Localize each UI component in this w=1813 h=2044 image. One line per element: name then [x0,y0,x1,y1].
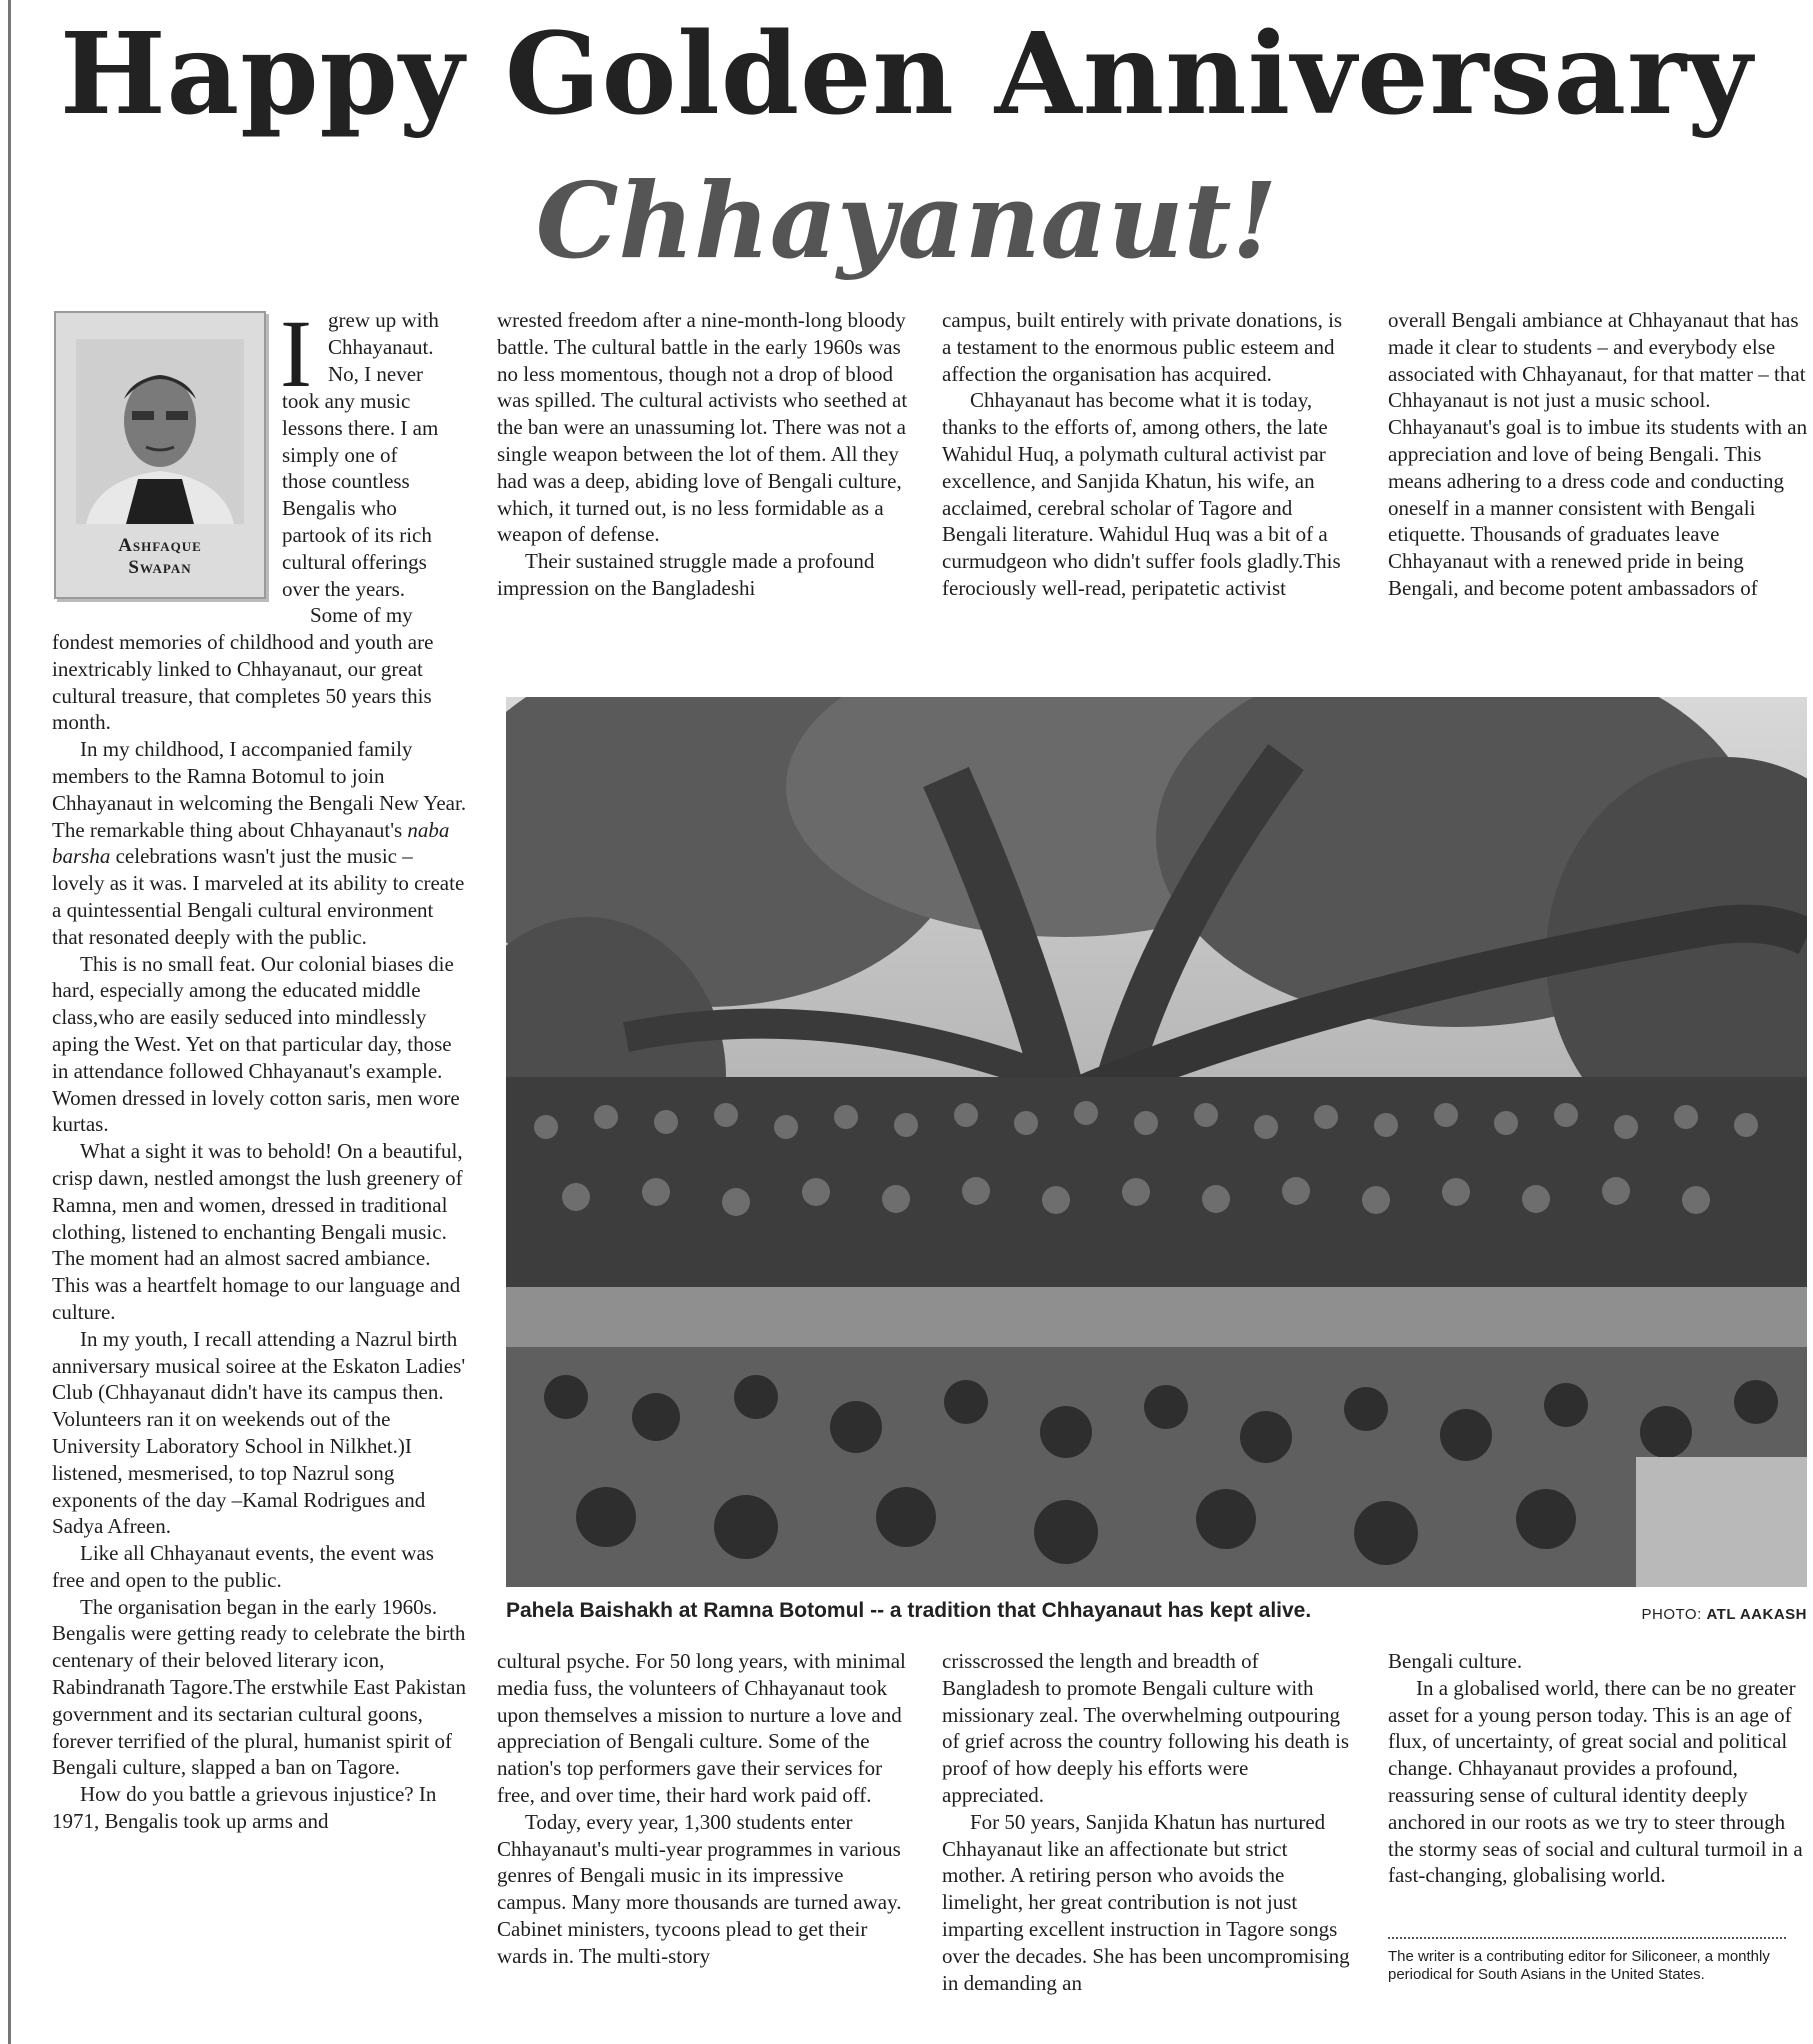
article-paragraph: Bengali culture. [1388,1649,1523,1673]
article-paragraph: Today, every year, 1,300 students enter Chhayanaut's multi-year programmes in various genres of Bengali music in its impressive campus. Many more thousands are turned away. Cabinet ministers, tycoons plead to get their wards in. The multi-story [497,1809,902,1968]
author-name: Ashfaque Swapan [118,535,202,578]
column-3-bottom [942,1648,1354,1996]
column-rule [8,0,11,2044]
author-portrait-icon [76,339,244,524]
column-4-top [1388,307,1808,602]
author-photo [76,339,244,524]
article-paragraph: In my childhood, I accompanied family members to the Ramna Botomul to join Chhayanaut in welcoming the Bengali New Year. The remarkable thing about Chhayanaut's naba barsha celebrations wasn't just the music – lovely as it was. I marveled at its ability to create a quintessential Bengali cultural environment that resonated deeply with the public. [52,737,467,949]
headline: Happy Golden Anniversary [59,9,1754,140]
column-2-bottom [497,1648,917,1970]
author-box [54,311,266,599]
article-paragraph: Chhayanaut has become what it is today, thanks to the efforts of, among others, the late Wahidul Huq, a polymath cultural activist par excellence, and Sanjida Khatun, his wife, an acclaimed, cerebral scholar of Tagore and Bengali literature. Wahidul Huq was a bit of a curmudgeon who didn't suffer fools gladly.This ferociously well-read, peripatetic activist [942,388,1341,600]
column-3-top [942,307,1354,602]
photo-caption: Pahela Baishakh at Ramna Botomul -- a tradition that Chhayanaut has kept alive. [506,1599,1312,1622]
article-paragraph: cultural psyche. For 50 long years, with minimal media fuss, the volunteers of Chhayanaut took upon themselves a mission to nurture a love and appreciation of Bengali culture. Some of the nation's top performers gave their services for free, and over time, their hard work paid off. [497,1649,906,1807]
article-paragraph: In a globalised world, there can be no greater asset for a young person today. This is an age of flux, of uncertainty, of great social and political change. Chhayanaut provides a profound, reassuring sense of cultural identity deeply anchored in our roots as we try to steer through the stormy seas of social and cultural turmoil in a fast-changing, globalising world. [1388,1675,1803,1888]
article-photo [506,697,1807,1587]
article-paragraph: For 50 years, Sanjida Khatun has nurtured Chhayanaut like an affectionate but strict mother. A retiring person who avoids the limelight, her great contribution is not just imparting excellent instruction in Tagore songs over the decades. She has been uncompromising in demanding an [942,1809,1350,1995]
article-paragraph: overall Bengali ambiance at Chhayanaut that has made it clear to students – and everybody else associated with Chhayanaut, for that matter – that Chhayanaut is not just a music school. Chhayanaut's goal is to imbue its students with an appreciation and love of being Bengali. This means adhering to a dress code and conducting oneself in a manner consistent with Bengali etiquette. Thousands of graduates leave Chhayanaut with a renewed pride in being Bengali, and become potent ambassadors of [1388,308,1808,600]
headline-subtitle: Chhayanaut! [535,159,1278,282]
article-paragraph: In my youth, I recall attending a Nazrul birth anniversary musical soiree at the Eskaton Ladies' Club (Chhayanaut didn't have its campus then. Volunteers ran it on weekends out of the University Laboratory School in Nilkhet.)I listened, mesmerised, to top Nazrul song exponents of the day –Kamal Rodrigues and Sadya Afreen. [52,1326,466,1539]
article-paragraph: How do you battle a grievous injustice? In 1971, Bengalis took up arms and [52,1782,437,1834]
column-4-bottom [1388,1648,1808,1889]
article-paragraph: The organisation began in the early 1960s. Bengalis were getting ready to celebrate the birth centenary of their beloved literary icon, Rabindranath Tagore.The erstwhile East Pakistan government and its sectarian cultural goons, forever terrified of the plural, humanist spirit of Bengali culture, slapped a ban on Tagore. [52,1594,466,1780]
article-paragraph: This is no small feat. Our colonial biases die hard, especially among the educated middle class,who are easily seduced into mindlessly aping the West. Yet on that particular day, those in attendance followed Chhayanaut's example. Women dressed in lovely cotton saris, men wore kurtas. [52,951,460,1137]
article-paragraph: fondest memories of childhood and youth are inextricably linked to Chhayanaut, our great cultural treasure, that completes 50 years this month. [52,630,434,735]
column-1-lead-b: took any music lessons there. I am simply one of those countless Bengalis who partook of its rich cultural offerings over the years. Some of my [282,389,439,628]
article-paragraph: wrested freedom after a nine-month-long bloody battle. The cultural battle in the early 1960s was no less momentous, though not a drop of blood was spilled. The cultural activists who seethed at the ban were an unassuming lot. There was not a single weapon between the lot of them. All they had was a deep, abiding love of Bengali culture, which, it turned out, is no less formidable as a weapon of defense. [497,308,908,547]
drop-cap: I [280,300,312,407]
photo-credit: PHOTO: ATL AAKASH [1641,1606,1807,1623]
column-2-top [497,307,909,602]
column-1-body [52,629,470,1835]
column-1-lead-a: grew up with Chhayanaut. No, I never [328,308,439,386]
article-paragraph: crisscrossed the length and breadth of Bangladesh to promote Bengali culture with missionary zeal. The overwhelming outpouring of grief across the country following his death is proof of how deeply his efforts were appreciated. [942,1649,1350,1807]
crowd-under-tree-photo-icon [506,697,1807,1587]
divider [1388,1937,1786,1939]
article-paragraph: campus, built entirely with private donations, is a testament to the enormous public esteem and affection the organisation has acquired. [942,308,1343,386]
article-paragraph: What a sight it was to behold! On a beautiful, crisp dawn, nestled amongst the lush greenery of Ramna, men and women, dressed in traditional clothing, listened to enchanting Bengali music. The moment had an almost sacred ambiance. This was a heartfelt homage to our language and culture. [52,1139,463,1324]
article-paragraph: Like all Chhayanaut events, the event was free and open to the public. [52,1541,434,1592]
writer-note: The writer is a contributing editor for Siliconeer, a monthly periodical for South Asians in the United States. [1388,1948,1770,1983]
article-paragraph: Their sustained struggle made a profound impression on the Bangladeshi [497,549,875,600]
